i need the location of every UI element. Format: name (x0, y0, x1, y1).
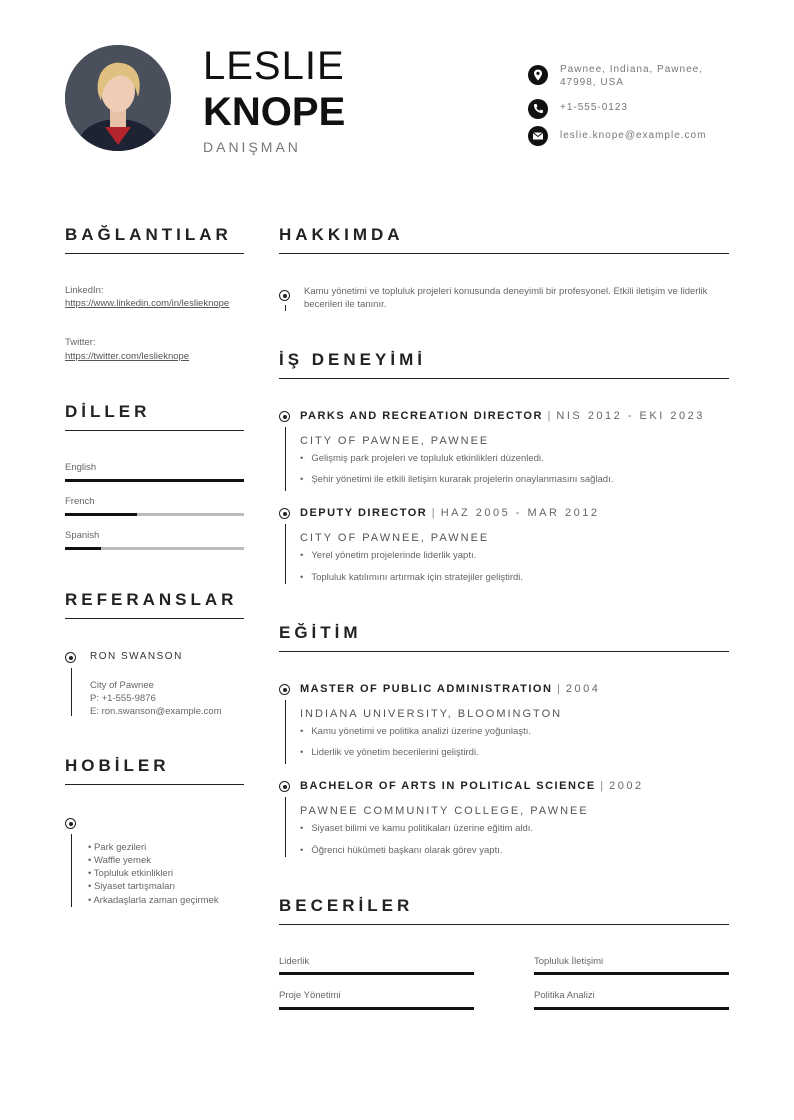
skills-divider (279, 924, 729, 925)
separator: | (547, 410, 552, 422)
experience-divider (279, 378, 729, 379)
hobby-item: • Siyaset tartışmaları (88, 881, 176, 892)
education-bullet: • Kamu yönetimi ve politika analizi üzerine yoğunlaştı. (300, 726, 531, 737)
linkedin-label: LinkedIn: (65, 285, 104, 296)
experience-title: İŞ DENEYİMİ (279, 350, 426, 369)
contact-address (528, 65, 728, 95)
job-header (300, 410, 705, 422)
separator: | (557, 683, 562, 695)
email-text: leslie.knope@example.com (560, 130, 707, 141)
job-role: DEPUTY DIRECTOR (300, 507, 428, 519)
language-bar (65, 513, 244, 516)
contact-phone (528, 99, 728, 119)
timeline-line (285, 305, 286, 311)
hobby-item: • Topluluk etkinlikleri (88, 868, 173, 879)
about-title: HAKKIMDA (279, 225, 404, 244)
about-divider (279, 253, 729, 254)
language-name: Spanish (65, 530, 100, 541)
connections-title: BAĞLANTILAR (65, 225, 232, 244)
language-bar (65, 479, 244, 482)
degree: MASTER OF PUBLIC ADMINISTRATION (300, 683, 553, 695)
hobbies-title: HOBİLER (65, 756, 170, 775)
reference-email: E: ron.swanson@example.com (90, 706, 222, 717)
location-pin-icon (528, 65, 548, 85)
language-name: English (65, 462, 97, 473)
education-bullet: • Siyaset bilimi ve kamu politikaları üzerine eğitim aldı. (300, 823, 533, 834)
language-bar-fill (65, 513, 137, 516)
language-bar (65, 547, 244, 550)
language-bar-fill (65, 479, 244, 482)
about-text: Kamu yönetimi ve topluluk projeleri konusunda deneyimli bir profesyonel. Etkili iletişim ve liderlik becerileri ile tanınır. (304, 286, 708, 310)
education-bullet: • Liderlik ve yönetim becerilerini geliştirdi. (300, 747, 479, 758)
first-name: LESLIE (203, 44, 345, 88)
job-bullet: • Gelişmiş park projeleri ve topluluk etkinlikleri düzenledi. (300, 453, 544, 464)
skills-title: BECERİLER (279, 896, 414, 915)
job-bullet: • Topluluk katılımını artırmak için stratejiler geliştirdi. (300, 572, 523, 583)
job-date: NIS 2012 - EKI 2023 (556, 410, 705, 422)
separator: | (431, 507, 437, 519)
skill-bar (279, 1007, 474, 1010)
separator: | (600, 780, 605, 792)
education-date: 2002 (609, 780, 644, 792)
timeline-dot (279, 508, 290, 519)
timeline-dot (65, 652, 76, 663)
timeline-line (71, 668, 72, 716)
skill-bar (279, 972, 474, 975)
hobby-item: • Park gezileri (88, 842, 147, 853)
languages-divider (65, 430, 244, 431)
address-text: Pawnee, Indiana, Pawnee, 47998, USA (560, 64, 703, 88)
envelope-icon (528, 126, 548, 146)
timeline-line (285, 427, 286, 491)
timeline-line (285, 797, 286, 857)
reference-phone: P: +1-555-9876 (90, 693, 156, 704)
education-bullet: • Öğrenci hükümeti başkanı olarak görev yaptı. (300, 845, 502, 856)
skill-bar-fill (279, 972, 474, 975)
reference-org: City of Pawnee (90, 680, 154, 691)
job-date: HAZ 2005 - MAR 2012 (440, 507, 600, 519)
job-role: PARKS AND RECREATION DIRECTOR (300, 410, 543, 422)
education-title: EĞİTİM (279, 623, 362, 642)
job-title: DANIŞMAN (203, 139, 301, 155)
skill-bar (534, 972, 729, 975)
skill-bar-fill (534, 972, 729, 975)
references-title: REFERANSLAR (65, 590, 238, 609)
job-bullet: • Yerel yönetim projelerinde liderlik yaptı. (300, 550, 476, 561)
last-name: KNOPE (203, 90, 346, 134)
contact-email (528, 126, 728, 146)
skill-name: Topluluk İletişimi (534, 956, 604, 967)
languages-title: DİLLER (65, 402, 151, 421)
hobbies-divider (65, 784, 244, 785)
timeline-dot (279, 411, 290, 422)
education-header (300, 780, 644, 792)
timeline-dot (279, 684, 290, 695)
timeline-line (285, 700, 286, 764)
twitter-label: Twitter: (65, 337, 96, 348)
job-header (300, 507, 600, 519)
school-name: PAWNEE COMMUNITY COLLEGE, PAWNEE (300, 805, 589, 817)
timeline-dot (279, 781, 290, 792)
linkedin-link[interactable]: https://www.linkedin.com/in/leslieknope (65, 298, 230, 309)
skill-name: Liderlik (279, 956, 310, 967)
skill-name: Proje Yönetimi (279, 990, 341, 1001)
profile-photo (65, 45, 171, 151)
hobby-item: • Arkadaşlarla zaman geçirmek (88, 895, 219, 906)
job-organization: CITY OF PAWNEE, PAWNEE (300, 532, 490, 544)
skill-bar (534, 1007, 729, 1010)
language-bar-fill (65, 547, 101, 550)
timeline-line (71, 834, 72, 907)
hobby-item: • Waffle yemek (88, 855, 151, 866)
timeline-line (285, 524, 286, 584)
twitter-link[interactable]: https://twitter.com/leslieknope (65, 351, 190, 362)
job-organization: CITY OF PAWNEE, PAWNEE (300, 435, 490, 447)
job-bullet: • Şehir yönetimi ile etkili iletişim kurarak projelerin onaylanmasını sağladı. (300, 474, 613, 485)
skill-bar-fill (534, 1007, 729, 1010)
skill-name: Politika Analizi (534, 990, 595, 1001)
degree: BACHELOR OF ARTS IN POLITICAL SCIENCE (300, 780, 596, 792)
school-name: INDIANA UNIVERSITY, BLOOMINGTON (300, 708, 563, 720)
timeline-dot (65, 818, 76, 829)
phone-text: +1-555-0123 (560, 102, 628, 113)
language-name: French (65, 496, 95, 507)
reference-name: RON SWANSON (90, 651, 183, 662)
skill-bar-fill (279, 1007, 474, 1010)
phone-icon (528, 99, 548, 119)
references-divider (65, 618, 244, 619)
education-header (300, 683, 600, 695)
education-divider (279, 651, 729, 652)
connections-divider (65, 253, 244, 254)
education-date: 2004 (565, 683, 601, 695)
timeline-dot (279, 290, 290, 301)
